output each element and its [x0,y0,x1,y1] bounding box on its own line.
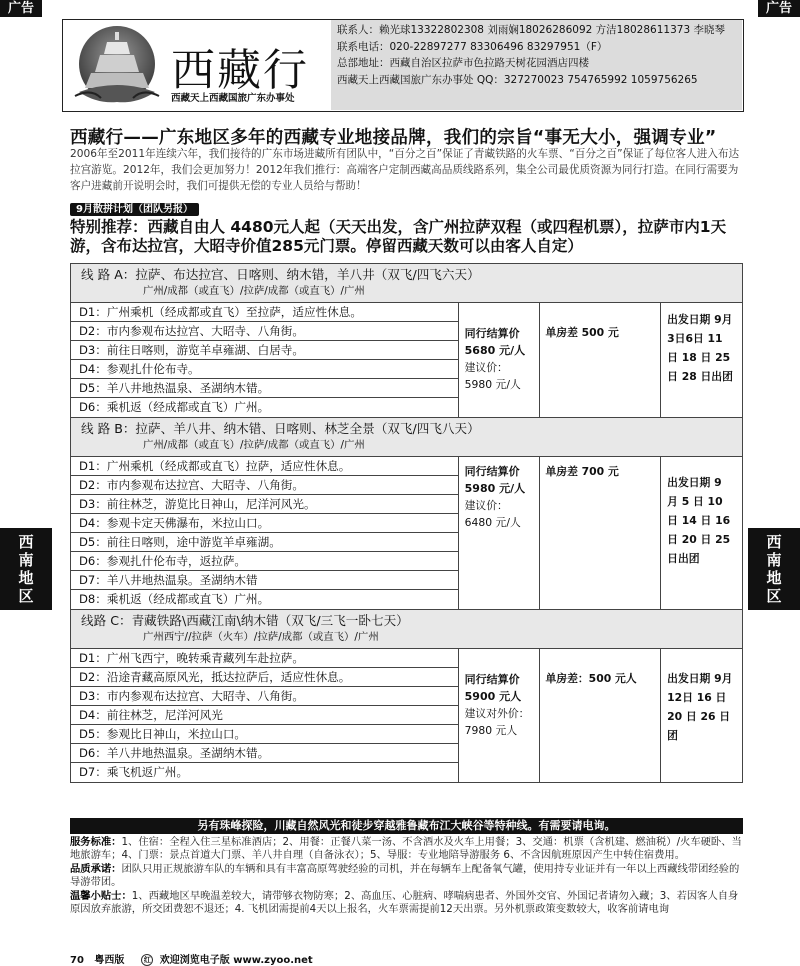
quality-label: 品质承诺： [70,862,122,875]
brand-name: 西藏行 [171,45,309,96]
region-char: 地 [766,569,782,587]
itinerary-day: D7：羊八井地热温泉。圣湖纳木错 [71,571,458,590]
route-body [71,457,743,610]
region-char: 西 [18,533,34,551]
departure-dates: 出发日期 9月3日6日 11 日 18 日 25 日 28 日出团 [661,303,743,418]
region-char: 西 [766,533,782,551]
itinerary-day: D1：广州飞西宁，晚转乘青藏列车赴拉萨。 [71,649,458,668]
region-char: 区 [18,587,34,605]
single-room-supplement: 单房差 700 元 [539,457,661,610]
route-subtitle: 广州西宁//拉萨（火车）/拉萨/成都（或直飞）/广州 [143,631,379,643]
trade-price: 5900 元人 [464,690,522,703]
contact-panel [331,20,742,110]
route-title: 线 路 A：拉萨、布达拉宫、日喀则、纳木错，羊八井（双飞/四飞六天） [81,267,480,282]
itinerary-day: D4：参观卡定天佛瀑布，米拉山口。 [71,514,458,533]
logo-area [63,20,329,110]
potala-logo-icon [67,20,167,110]
tips-label: 温馨小贴士： [70,889,132,902]
intro-paragraph: 2006年至2011年连续六年，我们接待的广东市场进藏所有团队中，“百分之百”保证了青藏铁路的火车票、“百分之百”保证了每位客人进入布达拉宫游览。2012年，我们会更加努力！2012年我们推行：高端客户定制西藏高品质线路系列，集全公司最优质资源为同行打造。在同行需要为客户进藏前开说明会时，我们可提供无偿的专业人员给与帮助！ [70,148,740,192]
itinerary-day: D4：前往林芝，尼洋河风光 [71,706,458,725]
region-char: 地 [18,569,34,587]
contact-office: 西藏天上西藏国旅广东办事处 QQ：327270023 754765992 1059756265 [337,73,698,86]
region-char: 南 [18,551,34,569]
region-tab-left [0,528,52,610]
service-text: 1、住宿：全程入住三星标准酒店；2、用餐：正餐八菜一汤、不含酒水及火车上用餐；3、交通：机票（含机建、燃油税）/火车硬卧、当地旅游车；4、门票：景点首道大门票、羊八井自理（自备泳衣）；5、导服：专业地陪导游服务 6、不含因航班原因产生中转住宿费用。 [70,836,742,862]
single-room-supplement: 单房差：500 元人 [539,649,661,783]
service-label: 服务标准： [70,836,122,848]
itinerary-day: D3：前往日喀则，游览羊卓雍湖、白居寺。 [71,341,458,360]
suggested-price: 建议价：6480 元/人 [464,499,521,529]
itinerary-day: D7：乘飞机返广州。 [79,765,189,779]
notes-section [70,836,742,916]
edition: 粤西版 [94,955,125,966]
trade-price: 5980 元/人 [464,482,526,495]
page-number: 70 [70,955,84,966]
routes-table [70,263,743,783]
itinerary-day: D5：参观比日神山，米拉山口。 [71,725,458,744]
itinerary-day: D1：广州乘机（经成都或直飞）拉萨，适应性休息。 [71,457,458,476]
plan-tag: 9月散拼计划（团队另报） [70,203,199,216]
itinerary-day: D6：羊八井地热温泉。圣湖纳木错。 [71,744,458,763]
route-title: 线 路 B：拉萨、羊八井、纳木错、日喀则、林芝全景（双飞/四飞八天） [81,421,480,436]
suggested-price: 建议对外价：7980 元人 [464,707,530,737]
route-body [71,649,743,783]
ad-header [62,19,744,112]
contact-address: 总部地址：西藏自治区拉萨市色拉路天树花园酒店四楼 [337,57,589,69]
route-header [71,610,743,649]
itinerary-day: D6：参观扎什伦布寺，返拉萨。 [71,552,458,571]
price-label: 同行结算价 [464,327,520,340]
service-standard [70,836,742,863]
itinerary-day: D5：前往日喀则，途中游览羊卓雍湖。 [71,533,458,552]
tips-text: 1、西藏地区早晚温差较大，请带够衣物防寒；2、高血压、心脏病、哮喘病患者、外国外交官、外国记者请勿入藏；3、若因客人自身原因放弃旅游，所交团费恕不退还；4. 飞机团需提前4天以上报名，火车票需提前12天出票。另外机票政策变数较大，收客前请电询 [70,889,739,916]
route-header [71,264,743,303]
region-char: 区 [766,587,782,605]
itinerary-day: D8：乘机返（经成都或直飞）广州。 [79,592,270,606]
travel-tips [70,890,742,917]
quality-commitment [70,863,742,890]
page-footer [70,951,313,966]
route-title: 线路 C：青藏铁路\西藏江南\纳木错（双飞/三飞一卧七天） [81,613,409,628]
ad-label-left: 广告 [0,0,42,17]
contact-people: 联系人：赖光球13322802308 刘雨娴18026286092 方洁18028611373 李晓琴 [337,24,725,36]
itinerary-day: D5：羊八井地热温泉、圣湖纳木错。 [71,379,458,398]
quality-text: 团队只用正规旅游车队的车辆和具有丰富高原驾驶经验的司机，并在每辆车上配备氧气罐，使用持专业证并有一年以上西藏线带团经验的导游带团。 [70,862,740,889]
ad-label-right: 广告 [758,0,800,17]
route-subtitle: 广州/成都（或直飞）/拉萨/成都（或直飞）/广州 [143,285,365,297]
departure-dates: 出发日期 9 月 5 日 10 日 14 日 16 日 20 日 25 日出团 [661,457,743,610]
headline: 西藏行——广东地区多年的西藏专业地接品牌，我们的宗旨“事无大小，强调专业” [70,128,717,148]
itinerary-day: D3：前往林芝，游览比日神山，尼洋河风光。 [71,495,458,514]
brand-subtitle: 西藏天上西藏国旅广东办事处 [171,93,295,104]
website-link[interactable]: 欢迎浏览电子版 www.zyoo.net [159,955,313,966]
region-char: 南 [766,551,782,569]
region-tab-right [748,528,800,610]
departure-dates: 出发日期 9月12日 16 日 20 日 26 日 团 [661,649,743,783]
itinerary-day: D2：沿途青藏高原风光，抵达拉萨后，适应性休息。 [71,668,458,687]
itinerary-day: D1：广州乘机（经成都或直飞）至拉萨，适应性休息。 [71,303,458,322]
route-header [71,418,743,457]
route-body [71,303,743,418]
badge-icon: 红 [141,954,153,966]
itinerary-day: D2：市内参观布达拉宫、大昭寺、八角街。 [71,476,458,495]
contact-phone: 联系电话：020-22897277 83306496 83297951（F） [337,40,608,53]
special-lines-banner: 另有珠峰探险，川藏自然风光和徒步穿越雅鲁藏布江大峡谷等特种线。有需要请电询。 [70,818,743,834]
price-label: 同行结算价 [464,673,520,686]
itinerary-day: D2：市内参观布达拉宫、大昭寺、八角街。 [71,322,458,341]
single-room-supplement: 单房差 500 元 [539,303,661,418]
itinerary-day: D6：乘机返（经成都或直飞）广州。 [79,400,270,414]
trade-price: 5680 元/人 [464,344,526,357]
special-offer: 特别推荐：西藏自由人 4480元人起（天天出发，含广州拉萨双程（或四程机票），拉萨市内1天游，含布达拉宫，大昭寺价值285元门票。停留西藏天数可以由客人自定） [70,218,727,255]
suggested-price: 建议价：5980 元/人 [464,361,521,391]
itinerary-day: D4：参观扎什伦布寺。 [71,360,458,379]
route-subtitle: 广州/成都（或直飞）/拉萨/成都（或直飞）/广州 [143,439,365,451]
price-label: 同行结算价 [464,465,520,478]
itinerary-day: D3：市内参观布达拉宫、大昭寺、八角街。 [71,687,458,706]
